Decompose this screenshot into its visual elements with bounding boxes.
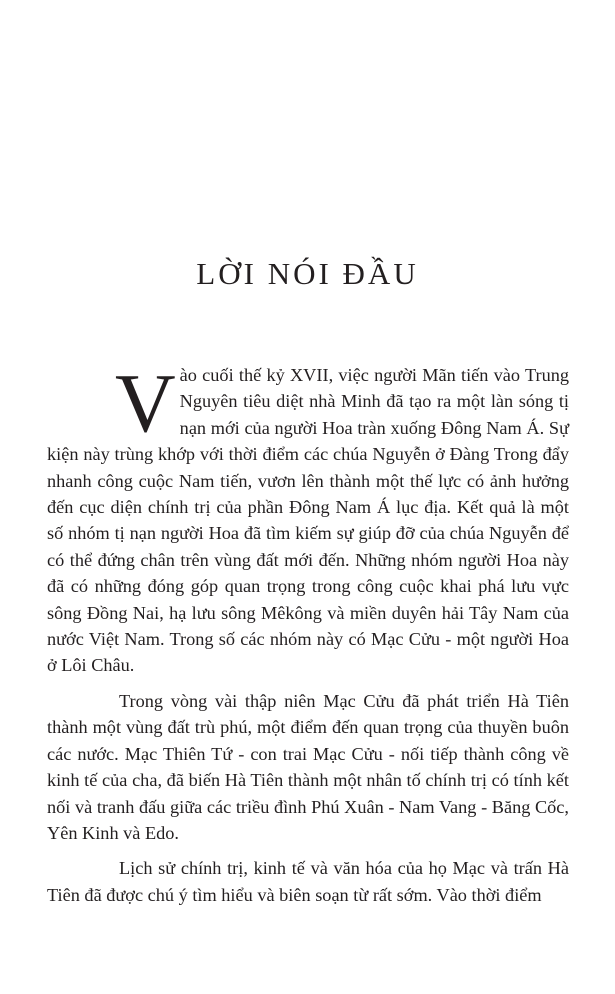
- chapter-title: LỜI NÓI ĐẦU: [196, 256, 419, 291]
- paragraph-2: Trong vòng vài thập niên Mạc Cửu đã phát triển Hà Tiên thành một vùng đất trù phú, một điểm đến quan trọng của thuyền buôn các nước. Mạc Thiên Tứ - con trai Mạc Cửu - nối tiếp thành công về kinh tế của cha, đã biến Hà Tiên thành một nhân tố chính trị có tính kết nối và tranh đấu giữa các triều đình Phú Xuân - Nam Vang - Băng Cốc, Yên Kinh và Edo.: [47, 690, 569, 843]
- paragraph-1-text: ào cuối thế kỷ XVII, việc người Mãn tiến vào Trung Nguyên tiêu diệt nhà Minh đã tạo ra một làn sóng tị nạn mới của người Hoa tràn xuống Đông Nam Á. Sự kiện này trùng khớp với thời điểm các chúa Nguyễn ở Đàng Trong đẩy nhanh công cuộc Nam tiến, vươn lên thành một thế lực có ảnh hưởng đến cục diện chính trị của phần Đông Nam Á lục địa. Kết quả là một số nhóm tị nạn người Hoa đã tìm kiếm sự giúp đỡ của chúa Nguyễn để có thể đứng chân trên vùng đất mới đến. Những nhóm người Hoa này đã có những đóng góp quan trọng trong công cuộc khai phá lưu vực sông Đồng Nai, hạ lưu sông Mêkông và miền duyên hải Tây Nam của nước Việt Nam. Trong số các nhóm này có Mạc Cửu - một người Hoa ở Lôi Châu.: [47, 365, 569, 676]
- body-text: [47, 357, 569, 908]
- paragraph-1: [47, 357, 569, 679]
- paragraph-3: Lịch sử chính trị, kinh tế và văn hóa của họ Mạc và trấn Hà Tiên đã được chú ý tìm hiểu và biên soạn từ rất sớm. Vào thời điểm: [47, 858, 569, 905]
- drop-cap: V: [115, 357, 176, 450]
